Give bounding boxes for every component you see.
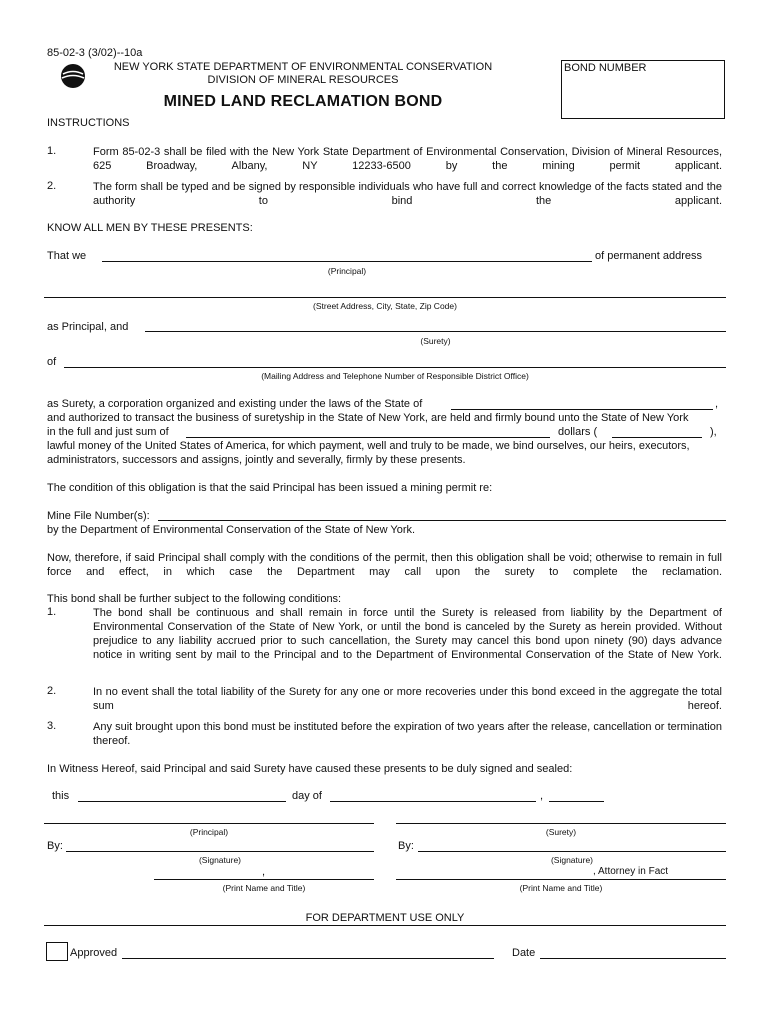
surety-text: administrators, successors and assigns, jointly and severally, firmly by these presents.: [47, 454, 466, 466]
condition-number: 2.: [47, 685, 57, 697]
by-label: By:: [398, 840, 414, 852]
divider: [44, 925, 726, 926]
condition-item: Any suit brought upon this bond must be instituted before the expiration of two years after the release, cancellation or termination thereof.: [93, 721, 722, 747]
form-id: 85-02-3 (3/02)--10a: [47, 47, 143, 59]
instruction-text: The form shall be typed and be signed by responsible individuals who have full and correct knowledge of the facts stated and the authority to bind the applicant.: [93, 181, 722, 207]
year-field[interactable]: [549, 801, 604, 802]
nys-dec-logo-icon: [60, 63, 86, 92]
instruction-number: 2.: [47, 180, 57, 192]
approved-checkbox[interactable]: [46, 942, 68, 961]
signature-caption: (Signature): [550, 855, 594, 865]
permanent-address-label: of permanent address: [595, 250, 703, 262]
mailing-address-caption: (Mailing Address and Telephone Number of Responsible District Office): [261, 371, 529, 381]
print-name-caption: (Print Name and Title): [519, 883, 603, 893]
surety-state-field[interactable]: [451, 409, 713, 410]
mine-file-field[interactable]: [158, 520, 726, 521]
principal-caption: (Principal): [189, 827, 229, 837]
condition-number: 1.: [47, 606, 57, 618]
that-we-label: That we: [47, 250, 87, 262]
now-therefore-text: Now, therefore, if said Principal shall comply with the conditions of the permit, then this obligation shall be void; otherwise to remain in full force and effect, in which case the Department may call upon the surety to complete the reclamation.: [47, 552, 722, 578]
sum-amount-field[interactable]: [612, 437, 702, 438]
this-label: this: [52, 790, 70, 802]
date-comma: ,: [540, 790, 544, 802]
page-title: MINED LAND RECLAMATION BOND: [163, 93, 443, 110]
approved-by-field[interactable]: [122, 958, 494, 959]
principal-print-name-field[interactable]: [154, 879, 374, 880]
surety-text: and authorized to transact the business of suretyship in the State of New York, are held and firmly bound unto the State of New York: [47, 412, 689, 424]
principal-address-field[interactable]: [44, 297, 726, 298]
bond-number-field[interactable]: [561, 60, 725, 119]
instructions-heading: INSTRUCTIONS: [47, 117, 130, 129]
condition-number: 3.: [47, 720, 57, 732]
surety-text: as Surety, a corporation organized and existing under the laws of the State of: [47, 398, 423, 410]
approval-date-field[interactable]: [540, 958, 726, 959]
condition-item: In no event shall the total liability of the Surety for any one or more recoveries under this bond exceed in the aggregate the total sum hereof.: [93, 686, 722, 712]
of-label: of: [47, 356, 57, 368]
as-principal-label: as Principal, and: [47, 321, 129, 333]
attorney-in-fact-label: , Attorney in Fact: [593, 866, 669, 877]
principal-name-field[interactable]: [102, 261, 592, 262]
division-name: DIVISION OF MINERAL RESOURCES: [207, 74, 399, 86]
dollars-label: dollars (: [558, 426, 598, 438]
day-field[interactable]: [78, 801, 286, 802]
mine-file-label: Mine File Number(s):: [47, 510, 150, 522]
principal-caption: (Principal): [327, 266, 367, 276]
print-name-caption: (Print Name and Title): [222, 883, 306, 893]
comma: ,: [262, 866, 266, 878]
signature-caption: (Signature): [198, 855, 242, 865]
instruction-text: Form 85-02-3 shall be filed with the New York State Department of Environmental Conservation, Division of Mineral Resources, 625 Broadway, Albany, NY 12233-6500 by the mining permit applicant.: [93, 146, 722, 172]
street-address-caption: (Street Address, City, State, Zip Code): [313, 301, 457, 311]
instruction-number: 1.: [47, 145, 57, 157]
sum-words-field[interactable]: [186, 437, 550, 438]
agency-name: NEW YORK STATE DEPARTMENT OF ENVIRONMENTAL CONSERVATION: [113, 61, 493, 73]
by-department-text: by the Department of Environmental Conservation of the State of New York.: [47, 524, 416, 536]
witness-text: In Witness Hereof, said Principal and said Surety have caused these presents to be duly signed and sealed:: [47, 763, 573, 775]
condition-text: The condition of this obligation is that the said Principal has been issued a mining permit re:: [47, 482, 493, 494]
further-subject-text: This bond shall be further subject to the following conditions:: [47, 593, 342, 605]
comma: ,: [715, 398, 719, 410]
approved-label: Approved: [70, 947, 118, 959]
surety-name-field[interactable]: [145, 331, 726, 332]
surety-caption: (Surety): [420, 336, 451, 346]
condition-item: The bond shall be continuous and shall remain in force until the Surety is released from liability by the Department of Environmental Conservation of the State of New York, or until the bond is canceled by the Surety as herein provided. Without prejudice to any liability accrued prior to such cancellation, the Surety may cancel this bond upon ninety (90) days advance notice in writing sent by mail to the Principal and to the Department of Environmental Conservation of the State of New York.: [93, 607, 722, 661]
surety-caption: (Surety): [545, 827, 577, 837]
surety-print-name-field[interactable]: [396, 879, 726, 880]
department-use-heading: FOR DEPARTMENT USE ONLY: [305, 912, 465, 924]
bond-number-label: BOND NUMBER: [564, 62, 647, 74]
paren-close: ),: [710, 426, 717, 438]
mailing-address-field[interactable]: [64, 367, 726, 368]
principal-signature-field[interactable]: [66, 851, 374, 852]
date-label: Date: [512, 947, 536, 959]
principal-signature-name-field[interactable]: [44, 823, 374, 824]
by-label: By:: [47, 840, 63, 852]
month-field[interactable]: [330, 801, 536, 802]
day-of-label: day of: [292, 790, 322, 802]
know-all-heading: KNOW ALL MEN BY THESE PRESENTS:: [47, 222, 253, 234]
surety-signature-name-field[interactable]: [396, 823, 726, 824]
surety-signature-field[interactable]: [418, 851, 726, 852]
sum-label: in the full and just sum of: [47, 426, 169, 438]
surety-text: lawful money of the United States of America, for which payment, well and truly to be made, we bind ourselves, our heirs, executors,: [47, 440, 690, 452]
